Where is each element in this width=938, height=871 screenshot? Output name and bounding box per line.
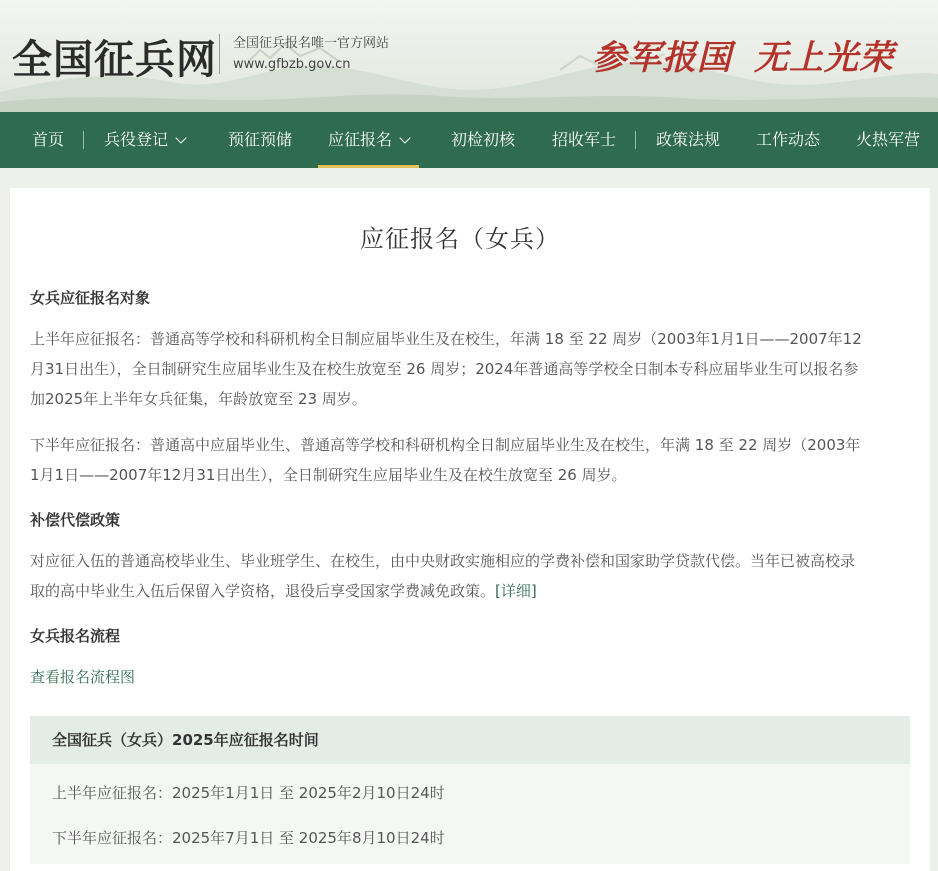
second-half-eligibility-paragraph	[30, 430, 910, 490]
compensation-paragraph	[30, 546, 910, 606]
nav-separator	[83, 131, 84, 149]
schedule-panel-title: 全国征兵（女兵）2025年应征报名时间	[30, 716, 910, 764]
section-heading-target: 女兵应征报名对象	[30, 289, 151, 307]
paragraph-line: 加2025年上半年女兵征集，年龄放宽至 23 周岁。	[30, 390, 367, 408]
paragraph-line: 下半年应征报名：普通高中应届毕业生、普通高等学校和科研机构全日制应届毕业生及在校生，年满 18 至 22 周岁（2003年	[30, 436, 861, 454]
main-nav	[0, 112, 938, 168]
nav-item-military-life[interactable]: 火热军营	[856, 130, 921, 149]
site-slogan	[233, 33, 389, 75]
paragraph-text: 取的高中毕业生入伍后保留入学资格，退役后享受国家学费减免政策。	[30, 582, 496, 600]
site-logo[interactable]: 全国征兵网	[12, 36, 217, 83]
paragraph-line: 对应征入伍的普通高校毕业生、毕业班学生、在校生，由中央财政实施相应的学费补偿和国家助学贷款代偿。当年已被高校录	[30, 552, 856, 570]
nav-item-initial-check[interactable]: 初检初核	[451, 130, 516, 149]
paragraph-line: 1月1日——2007年12月31日出生），全日制研究生应届毕业生及在校生放宽至 26 周岁。	[30, 466, 627, 484]
nav-item-label: 兵役登记	[104, 130, 169, 149]
chevron-down-icon	[175, 132, 186, 143]
calligraphy-banner	[592, 30, 894, 79]
paragraph-line	[30, 576, 910, 606]
chevron-down-icon	[399, 132, 410, 143]
view-flowchart-link[interactable]: 查看报名流程图	[30, 668, 136, 686]
calligraphy-phrase-1: 参军报国	[592, 38, 732, 78]
schedule-row-second-half: 下半年应征报名：2025年7月1日 至 2025年8月10日24时	[52, 829, 445, 847]
paragraph-line: 月31日出生），全日制研究生应届毕业生及在校生放宽至 26 周岁；2024年普通高等学校全日制本专科应届毕业生可以报名参	[30, 360, 859, 378]
nav-item-label: 应征报名	[328, 130, 393, 149]
nav-item-news[interactable]: 工作动态	[756, 130, 821, 149]
slogan-line: 全国征兵报名唯一官方网站	[233, 36, 390, 51]
section-heading-compensation: 补偿代偿政策	[30, 511, 121, 529]
site-url: www.gfbzb.gov.cn	[233, 57, 351, 72]
site-header	[0, 0, 938, 112]
nav-item-pre-recruitment[interactable]: 预征预储	[228, 130, 293, 149]
nav-item-sergeant-recruitment[interactable]: 招收军士	[552, 130, 617, 149]
section-heading-process: 女兵报名流程	[30, 627, 121, 645]
nav-item-military-registration[interactable]	[104, 112, 185, 168]
nav-item-home[interactable]: 首页	[32, 130, 65, 149]
page-title: 应征报名（女兵）	[360, 225, 560, 253]
paragraph-line: 上半年应征报名：普通高等学校和科研机构全日制应届毕业生及在校生，年满 18 至 22 周岁（2003年1月1日——2007年12	[30, 330, 862, 348]
detail-link[interactable]: [详细]	[495, 582, 537, 600]
calligraphy-phrase-2: 无上光荣	[754, 38, 894, 78]
logo-divider	[219, 34, 220, 74]
nav-item-policies[interactable]: 政策法规	[656, 130, 721, 149]
first-half-eligibility-paragraph	[30, 324, 910, 414]
nav-separator	[635, 131, 636, 149]
schedule-row-first-half: 上半年应征报名：2025年1月1日 至 2025年2月10日24时	[52, 784, 445, 802]
nav-item-enlistment-signup[interactable]	[328, 112, 409, 168]
